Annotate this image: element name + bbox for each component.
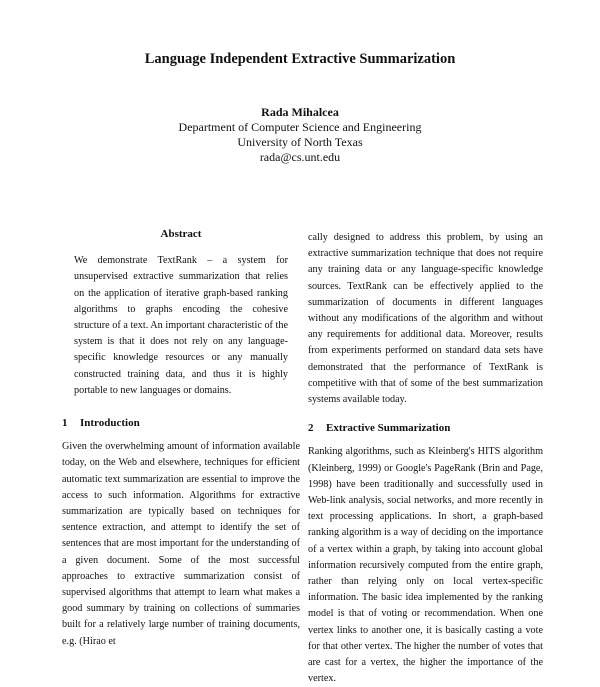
section-2-title: Extractive Summarization bbox=[326, 422, 451, 435]
abstract-heading: Abstract bbox=[160, 228, 202, 240]
section-1-heading bbox=[62, 415, 300, 431]
section-2-number: 2 bbox=[308, 422, 314, 435]
section-1-text: Given the overwhelming amount of information available today, on the Web and elsewhere, techniques for efficient automatic text summarization are essential to improve the access to such information. Algorithms for extractive summarization are typically based on techniques for sentence extraction, and attempt to identify the set of sentences that are most important for the understanding of a given document. Some of the most successful approaches to extractive summarization consist of supervised algorithms that attempt to learn what makes a good summary by training on collections of summaries built for a relatively large number of training documents, e.g. (Hirao et bbox=[62, 441, 300, 647]
right-column bbox=[308, 230, 543, 687]
section-2-heading bbox=[308, 420, 543, 436]
left-column bbox=[62, 226, 300, 650]
author-email: rada@cs.unt.edu bbox=[259, 150, 341, 164]
author-name: Rada Mihalcea bbox=[261, 105, 339, 119]
paper-title: Language Independent Extractive Summarization bbox=[144, 51, 456, 67]
abstract-text: We demonstrate TextRank – a system for unsupervised extractive summarization that relies on the application of iterative graph-based ranking algorithms to graphs encoding the cohesive structure of a text. An important characteristic of the system is that it does not rely on any language-specific knowledge resources or any manually constructed training data, and thus it is highly portable to new languages or domains. bbox=[74, 255, 288, 396]
intro-continuation-text: cally designed to address this problem, by using an extractive summarization technique that does not require any training data or any language-specific knowledge sources. TextRank can be effectively applied to the summarization of documents in different languages without any modifications of the algorithm and without any requirements for additional data. Moreover, results from experiments performed on standard data sets have demonstrated that the performance of TextRank is competitive with that of some of the best summarization systems available today. bbox=[308, 232, 543, 406]
section-2-text: Ranking algorithms, such as Kleinberg's HITS algorithm (Kleinberg, 1999) or Google's PageRank (Brin and Page, 1998) have been traditionally and successfully used in Web-link analysis, social networks, and more recently in text processing applications. In short, a graph-based ranking algorithm is a way of deciding on the importance of a vertex within a graph, by taking into account global information recursively computed from the entire graph, rather than relying only on local vertex-specific information. The basic idea implemented by the ranking model is that of voting or recommendation. When one vertex links to another one, it is basically casting a vote for that other vertex. The higher the number of votes that are cast for a vertex, the higher the importance of the vertex. bbox=[308, 446, 543, 685]
section-1-number: 1 bbox=[62, 417, 68, 430]
author-department: Department of Computer Science and Engineering bbox=[178, 120, 422, 134]
section-1-title: Introduction bbox=[80, 417, 140, 430]
author-university: University of North Texas bbox=[237, 135, 363, 149]
author-block bbox=[0, 105, 600, 165]
